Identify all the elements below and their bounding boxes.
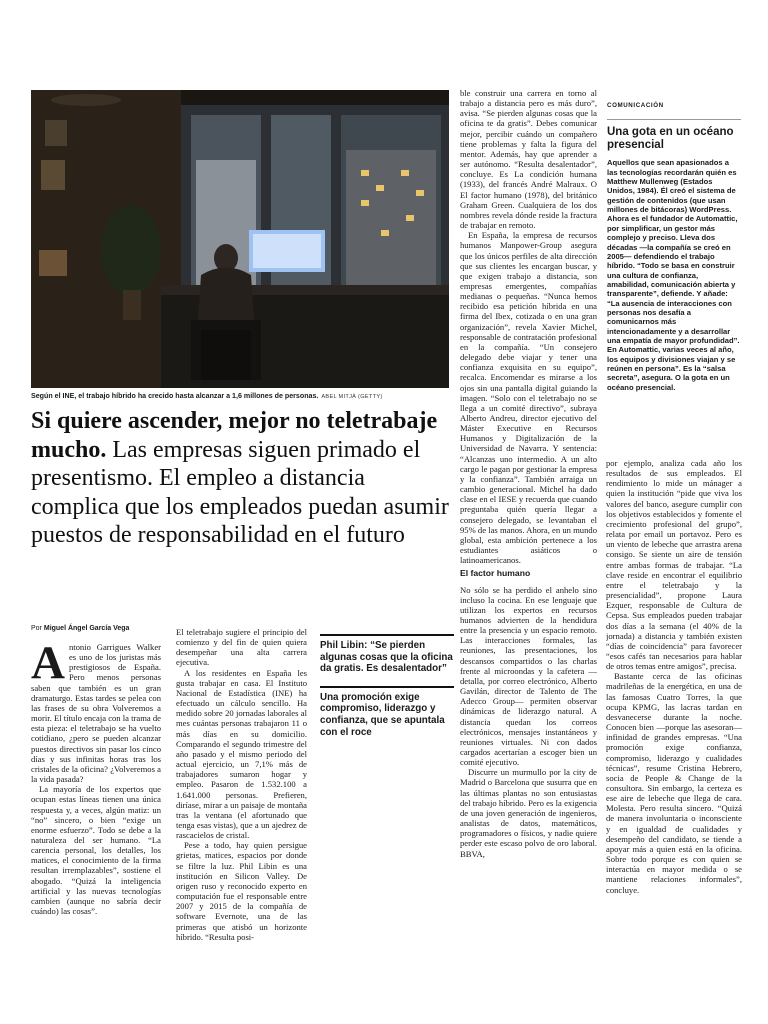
pull-quote-2: Una promoción exige compromiso, liderazgo y confianza, que se apuntala con el roce xyxy=(320,686,454,738)
col3-paragraph-1: ble construir una carrera en torno al trabajo a distancia pero es más duro”, avisa. “Se pierden algunas cosas que la oficina te da gratis”. Debes comunicar mejor, percibir cuándo un compañero tiene problemas y falta la figura del mentor. Además, hay que aprender a ser autónomo. “Resulta desalentador”, concluye. Es La condición humana (1933), del francés André Malraux. O El factor humano (1978), del británico Graham Green. Cualquiera de los dos nombres revela dónde reside la fractura de trabajar en remoto. xyxy=(460,88,597,231)
column-4 xyxy=(606,458,742,960)
col2-paragraph-1: El teletrabajo sugiere el principio del comienzo y del fin de quien quiera desempeñar una alta carrera ejecutiva. xyxy=(176,627,307,668)
column-2 xyxy=(176,627,307,960)
photo-credit: ABEL MITJÀ (GETTY) xyxy=(321,394,383,400)
col2-paragraph-3: Pese a todo, hay quien persigue grietas, matices, espacios por donde se filtre la luz. Phil Libin es una institución en Silicon Valley. De origen ruso y reconocido experto en computación fue el responsable entre 2007 y 2015 de la compañía de software Evernote, una de las primeras que atisbó un horizonte híbrido. “Resulta posi- xyxy=(176,840,307,942)
sidebar-kicker: COMUNICACIÓN xyxy=(607,102,741,120)
col4-paragraph-2: Bastante cerca de las oficinas madrileñas de la energética, en una de las famosas Cuatro Torres, la que ocupa KPMG, las lacras tardan en desvanecerse durante la noche. Conocen bien —porque las asesoran— infinidad de grandes empresas. “Una promoción exige confianza, compromiso, liderazgo y cualidades técnicas”, resume Cristina Hebrero, socia de People & Change de la consultora. Sin embargo, la certeza es ese aire de lebeche que llega de cara. Molesta. Pero resulta sincero. “Quizá de manera involuntaria o inconsciente y en igualdad de cualidades y desempeño del candidato, se tiende a apoyar más a quien está en la oficina. Sobre todo porque es con quien se interactúa en mayor medida o se mantiene relaciones informales”, concluye. xyxy=(606,671,742,895)
col1-paragraph-1: Antonio Garrigues Walker es uno de los juristas más prestigiosos de España. Pero menos personas saben que también es un gran dramaturgo. Estas tardes se pelea con las frases de su obra Volveremos a morir. El título encaja con la trama de esta pieza: el teletrabajo se ha vuelto cotidiano, ¿pero se pueden alcanzar puestos directivos sin pasar los cinco días y sus infinitas horas tras los cristales de la oficina? ¿Volveremos a la vida pasada? xyxy=(31,642,161,785)
byline xyxy=(31,625,171,632)
sidebar-body: Aquellos que sean apasionados a las tecnologías recordarán quién es Matthew Mullenweg (Estados Unidos, 1984). Él creó el sistema de gestión de contenidos (que usan millones de bitácoras) WordPress. Ahora es el fundador de Automattic, por simplificar, un gestor más complejo y preciso. Lleva dos décadas —la compañía se creó en 2005— defendiendo el trabajo híbrido. “Todo se basa en construir una cultura de confianza, amabilidad, comunicación abierta y transparente”, defiende. Y añade: “La ausencia de interacciones con personas nos desafía a comunicarnos más intencionadamente y a desarrollar una empatía de mayor profundidad”. En Automattic, varias veces al año, los equipos y divisiones viajan y se reúnen en persona”. Es la “salsa secreta”, asegura. O la gota en un océano presencial. xyxy=(607,158,740,392)
caption-text: Según el INE, el trabajo híbrido ha crecido hasta alcanzar a 1,6 millones de personas. xyxy=(31,392,319,400)
photo-caption xyxy=(31,391,451,402)
column-3 xyxy=(460,88,597,960)
article-headline xyxy=(31,407,453,550)
byline-author: Miguel Ángel García Vega xyxy=(43,625,130,632)
byline-prefix: Por xyxy=(31,625,42,632)
column-1 xyxy=(31,642,161,960)
subhead-factor-humano: El factor humano xyxy=(460,568,531,579)
pull-quotes xyxy=(320,634,454,738)
col3-paragraph-3: No sólo se ha perdido el anhelo sino incluso la cocina. En ese lenguaje que utilizan los expertos en recursos humanos advierten de la hendidura entre la presencia y un espacio remoto. Las interacciones formales, las reuniones, las presentaciones, los descansos compartidos o las charlas frente al microondas y la cafetera —detalla, por correo electrónico, Alberto Gavilán, director de Talento de The Adecco Group— permiten observar dinámicas de liderazgo natural. A distancia quedan los correos electrónicos, mensajes instantáneos y reuniones virtuales. Ni con dados cargados acertarían a escoger bien un comité ejecutivo. xyxy=(460,584,597,768)
col1-paragraph-2: La mayoría de los expertos que ocupan estas líneas tienen una única respuesta y, a veces, algún matiz: un “no” sincero, o bien “exige un enorme esfuerzo”. Todo se debe a la naturaleza del ser humano. “La carencia personal, los detalles, los matices, el conocimiento de la firma resultan irremplazables”, sostiene el abogado. “Quizá la inteligencia artificial y las nuevas tecnologías cambien (aunque no sabría decir cuándo) las cosas”. xyxy=(31,784,161,917)
office-night-illustration xyxy=(31,90,449,388)
col4-paragraph-1: por ejemplo, analiza cada año los resultados de sus empleados. El rendimiento lo mide un mánager a quien la institución “pide que viva los valores del banco, asegure cumplir con los objetivos establecidos y fomente el crecimiento profesional del grupo”, relata por email un portavoz. Pero es un viento de lebeche que arrastra arena consigo. Se siente un aire de tensión entre ambas formas de trabajar. “La clave reside en encontrar el equilibrio entre el teletrabajo y la presencialidad”, propone Laura Ezquer, responsable de Cultura de Cepsa. Sus empleados pueden trabajar dos días a la semana (el 40% de la jornada) a distancia y también existen “días de coincidencia” para favorecer “esos cafés tan necesarios para hablar de otros temas entre amigos”, precisa. xyxy=(606,458,742,672)
pull-quote-1: Phil Libin: “Se pierden algunas cosas que la oficina da gratis. Es desalentador” xyxy=(320,634,454,675)
sidebar-title: Una gota en un océano presencial xyxy=(607,126,734,152)
article-photo xyxy=(31,90,449,388)
sidebar-box xyxy=(607,102,741,392)
drop-cap: A xyxy=(31,642,65,689)
col3-paragraph-2: En España, la empresa de recursos humanos Manpower-Group asegura que los únicos perfiles de alta dirección que sus clientes les encargan buscar, y que exigen trabajo a distancia, son empresas emergentes, compañías medianas o pequeñas. “Nunca hemos recibido esa petición híbrida en una firma del Ibex, cotizada o en una gran organización”, revela Xavier Michel, responsable de contratación profesional en la compañía. “Un consejero delegado debe viajar y tener una confianza exquisita en su equipo”, recalca. Encomendar es mirarse a los ojos sin una pantalla digital guiando la imagen. “Solo con el teletrabajo no se llega a un comité directivo”, subraya Alberto Andreu, director ejecutivo del Máster Executive en Recursos Humanos y Digitalización de la Universidad de Navarra. Y sentencia: “Alcanzas uno intermedio. A un alto cargo le pagan por gestionar la empresa y la confianza”. También arraiga un cambio generacional. Michel ha dado clase en el IESE y recuerda que cuando preguntaba quién quería llegar a consejero delegado, se levantaban el 95% de las manos. Ahora, en un mundo global, esta ambición pertenece a los estudiantes asiáticos o latinoamericanos. xyxy=(460,230,597,566)
col2-paragraph-2: A los residentes en España les gusta trabajar en casa. El Instituto Nacional de Estadística (INE) ha efectuado un cálculo sencillo. Ha medido sobre 20 jornadas laborales al mes cuántas personas trabajaron 11 o más días en su domicilio. Comparando el segundo trimestre del año pasado y el mismo periodo del actual ejercicio, un 7,1% más de trabajadores sumaron hogar y empleo. Pasaron de 1.532.100 a 1.641.000 personas. Prefieren, diríase, mirar a un paisaje de montaña tras la ventana (el afortunado que tenga esas vistas), que a un ajedrez de rascacielos de cristal. xyxy=(176,667,307,841)
headline-subtitle: Las empresas siguen primado el presentismo. El empleo a distancia complica que los empleados puedan asumir puestos de responsabilidad en el futuro xyxy=(31,436,449,548)
col3-paragraph-4: Discurre un murmullo por la city de Madrid o Barcelona que susurra que en las últimas plantas no son entusiastas del trabajo híbrido. Pero es la exigencia de una joven generación de ingenieros, analistas de datos, matemáticos, programadores o físicos, y nadie quiere perder este escaso polvo de oro laboral. BBVA, xyxy=(460,767,597,859)
headline-bold: Si quiere ascender, mejor no teletrabaje mucho. xyxy=(31,408,438,463)
